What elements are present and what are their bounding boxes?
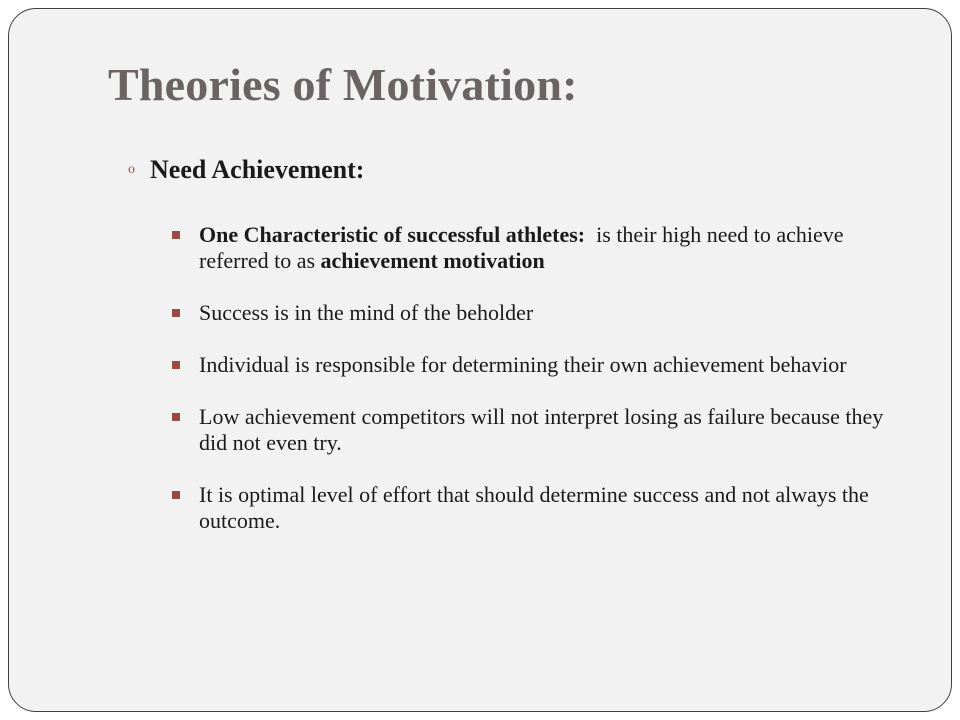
list-item bbox=[172, 404, 892, 456]
list-item bbox=[172, 300, 892, 326]
square-bullet-icon bbox=[172, 413, 180, 421]
need-achievement-heading: Need Achievement: bbox=[150, 155, 365, 184]
bullet-text: is their high need to achieve referred to as bbox=[199, 222, 850, 273]
bullet-text: It is optimal level of effort that should determine success and not always the outcome. bbox=[199, 482, 869, 533]
slide-title: Theories of Motivation: bbox=[108, 59, 578, 110]
bullet-strong-text: One Characteristic of successful athletes: bbox=[199, 222, 586, 247]
square-bullet-icon bbox=[172, 361, 180, 369]
square-bullet-icon bbox=[172, 309, 180, 317]
list-item bbox=[172, 222, 892, 274]
bullet-text: Individual is responsible for determining their own achievement behavior bbox=[199, 352, 847, 377]
square-bullet-icon bbox=[172, 491, 180, 499]
need-achievement-heading-row bbox=[128, 155, 364, 185]
square-bullet-icon bbox=[172, 231, 180, 239]
bullet-text: Low achievement competitors will not interpret losing as failure because they did not even try. bbox=[199, 404, 884, 455]
bullet-strong-text-2: achievement motivation bbox=[320, 248, 545, 273]
list-item bbox=[172, 482, 892, 534]
bullet-text: Success is in the mind of the beholder bbox=[199, 300, 534, 325]
bullet-list bbox=[172, 222, 892, 560]
hollow-circle-bullet-icon: o bbox=[128, 162, 135, 177]
list-item bbox=[172, 352, 892, 378]
